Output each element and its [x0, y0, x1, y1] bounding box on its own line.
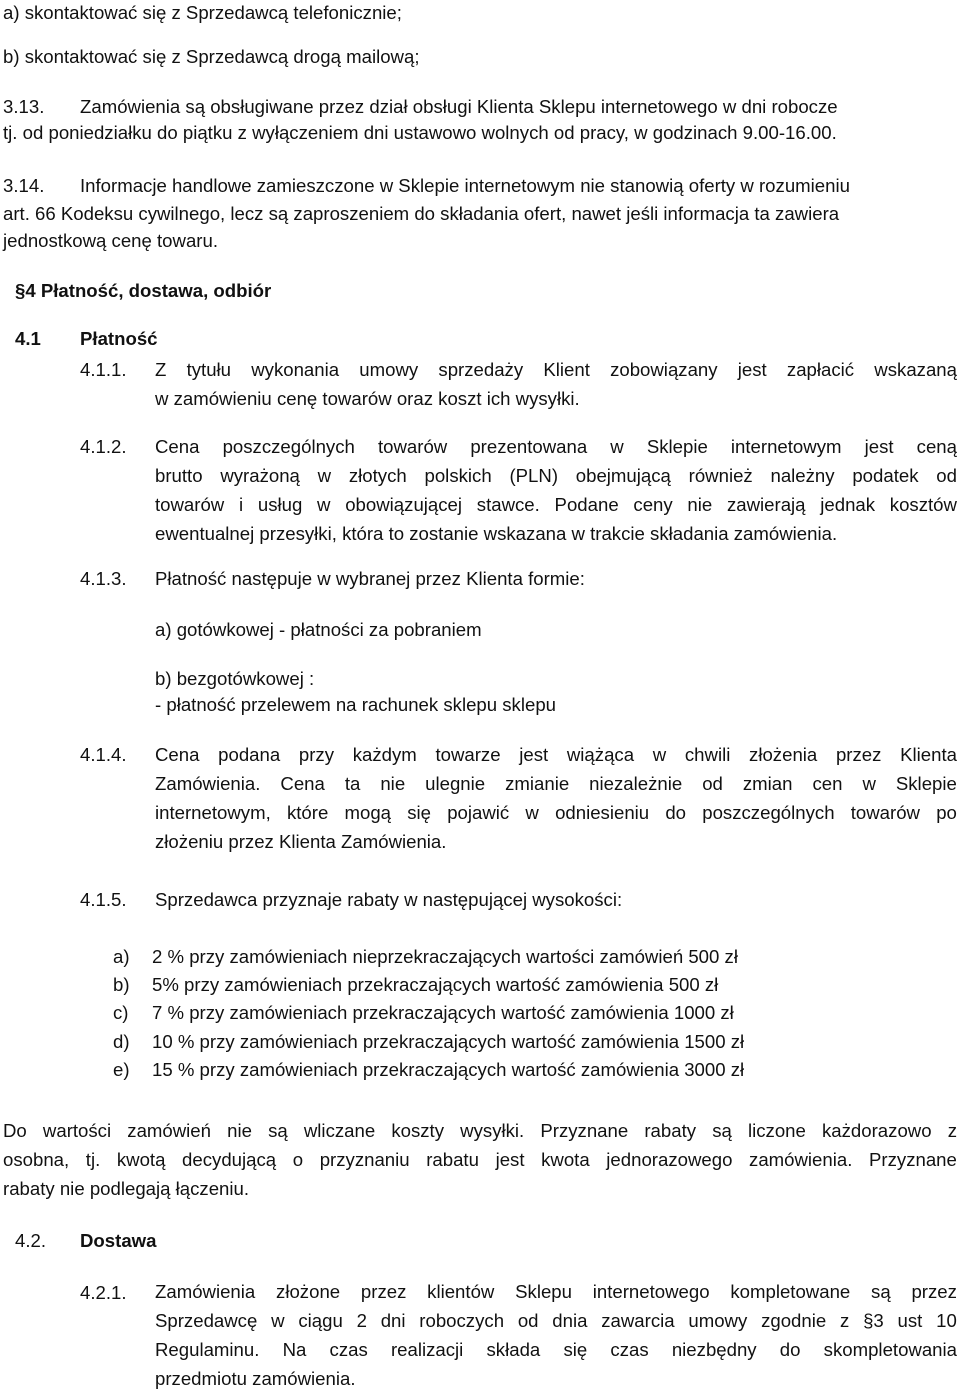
word: się	[563, 1339, 588, 1360]
word: złożone	[276, 1281, 341, 1302]
word: od	[702, 773, 723, 794]
word: tytułu	[186, 359, 232, 380]
word: Do	[3, 1120, 27, 1141]
word: klientów	[427, 1281, 495, 1302]
word: przez	[835, 744, 882, 765]
word: §3	[863, 1310, 884, 1331]
word: nie	[687, 494, 713, 515]
word: polskich	[424, 465, 492, 486]
word: osobna,	[3, 1149, 70, 1170]
word: ceną	[916, 436, 957, 457]
word: z	[840, 1310, 850, 1331]
word: ta	[344, 773, 361, 794]
word: internetowym	[730, 436, 842, 457]
section-4-1-1-line2: w zamówieniu cenę towarów oraz koszt ich wysyłki.	[155, 388, 580, 409]
discount-label-d: d)	[113, 1031, 130, 1052]
word: Przyznane	[540, 1120, 629, 1141]
discount-item-a: 2 % przy zamówieniach nieprzekraczających wartości zamówień 500 zł	[152, 946, 738, 967]
word: złotych	[348, 465, 407, 486]
discount-label-b: b)	[113, 974, 130, 995]
word: obejmującą	[575, 465, 671, 486]
word: w	[317, 494, 331, 515]
section-4-2-1-line1	[155, 1277, 957, 1306]
word: zawarcia	[601, 1310, 675, 1331]
word: po	[936, 802, 957, 823]
word: towarów	[377, 436, 448, 457]
word: sprzedaży	[438, 359, 524, 380]
word: jest	[864, 436, 894, 457]
word: towarze	[435, 744, 501, 765]
word: ust	[897, 1310, 923, 1331]
discount-label-a: a)	[113, 946, 130, 967]
discount-item-b: 5% przy zamówieniach przekraczających wartość zamówienia 500 zł	[152, 974, 719, 995]
word: Sklepie	[895, 773, 957, 794]
word: zamówień	[127, 1120, 211, 1141]
word: zmianie	[505, 773, 570, 794]
word: zapłacić	[786, 359, 855, 380]
word: chwili	[684, 744, 731, 765]
section-4-2-number: 4.2.	[15, 1230, 47, 1251]
word: zamówienia.	[749, 1149, 853, 1170]
word: zmian	[742, 773, 793, 794]
section-4-1-4-line4: złożeniu przez Klienta Zamówienia.	[155, 831, 447, 852]
section-4-1-1-line1	[155, 355, 957, 384]
word: każdym	[352, 744, 417, 765]
word: podatek	[852, 465, 919, 486]
section-3-13-line1: Zamówienia są obsługiwane przez dział obsługi Klienta Sklepu internetowego w dni robocze	[80, 96, 838, 117]
word: składa	[486, 1339, 541, 1360]
word: dnia	[552, 1310, 588, 1331]
word: rabatu	[426, 1149, 479, 1170]
word: Zamówienia.	[155, 773, 261, 794]
section-4-1-2-line1	[155, 432, 957, 461]
word: przez	[911, 1281, 957, 1302]
word: (PLN)	[509, 465, 559, 486]
word: wskazaną	[874, 359, 957, 380]
word: o	[292, 1149, 304, 1170]
word: przyznaniu	[319, 1149, 410, 1170]
word: usług	[257, 494, 303, 515]
payment-option-cashless: b) bezgotówkowej :	[155, 668, 315, 689]
word: Cena	[280, 773, 325, 794]
section-4-1-2-line3	[155, 490, 957, 519]
word: zgodnie	[761, 1310, 827, 1331]
word: jest	[495, 1149, 525, 1170]
payment-option-transfer: - płatność przelewem na rachunek sklepu sklepu	[155, 694, 557, 715]
word: dni	[380, 1310, 406, 1331]
word: stawce.	[476, 494, 540, 515]
word: mogą	[344, 802, 392, 823]
word: koszty	[391, 1120, 445, 1141]
word: roboczych	[419, 1310, 505, 1331]
word: zobowiązany	[610, 359, 718, 380]
word: umowy	[359, 359, 419, 380]
section-4-1-1-number: 4.1.1.	[80, 359, 127, 380]
word: decydującą	[182, 1149, 277, 1170]
section-3-13-number: 3.13.	[3, 96, 45, 117]
word: umowy	[688, 1310, 748, 1331]
word: wartości	[42, 1120, 112, 1141]
word: z	[947, 1120, 957, 1141]
section-3-14-number: 3.14.	[3, 175, 45, 196]
word: Cena	[155, 436, 200, 457]
section-4-2-1-number: 4.2.1.	[80, 1282, 127, 1303]
section-4-1-4-line2	[155, 769, 957, 798]
discount-label-e: e)	[113, 1059, 130, 1080]
word: cen	[812, 773, 843, 794]
discount-note-line3: rabaty nie podlegają łączeniu.	[3, 1178, 250, 1199]
word: tj.	[85, 1149, 101, 1170]
word: w	[271, 1310, 285, 1331]
word: jednorazowego	[606, 1149, 733, 1170]
word: ulegnie	[425, 773, 486, 794]
word: wiążąca	[566, 744, 635, 765]
word: wyrażoną	[220, 465, 300, 486]
word: liczone	[747, 1120, 806, 1141]
word: Sklepu	[515, 1281, 572, 1302]
word: Na	[282, 1339, 307, 1360]
word: poszczególnych	[222, 436, 355, 457]
section-4-1-4-line1	[155, 740, 957, 769]
word: obowiązującej	[345, 494, 463, 515]
word: ceny	[633, 494, 673, 515]
discount-item-c: 7 % przy zamówieniach przekraczających wartość zamówienia 1000 zł	[152, 1002, 734, 1023]
section-4-2-title: Dostawa	[80, 1230, 157, 1251]
word: od	[517, 1310, 539, 1331]
discount-note-line2	[3, 1145, 957, 1174]
word: do	[779, 1339, 801, 1360]
section-4-1-2-line2	[155, 461, 957, 490]
word: każdorazowo	[822, 1120, 932, 1141]
discount-note-line1	[3, 1116, 957, 1145]
word: jednak	[820, 494, 876, 515]
section-4-1-1-text	[155, 355, 957, 413]
section-3-14-line2: art. 66 Kodeksu cywilnego, lecz są zaproszeniem do składania ofert, nawet jeśli informacja ta zawiera	[3, 203, 840, 224]
discount-item-d: 10 % przy zamówieniach przekraczających wartość zamówienia 1500 zł	[152, 1031, 745, 1052]
word: 10	[936, 1310, 957, 1331]
word: w	[652, 744, 667, 765]
word: niezależnie	[589, 773, 683, 794]
contact-option-email: b) skontaktować się z Sprzedawcą drogą mailową;	[3, 46, 420, 67]
word: Sklepie	[646, 436, 708, 457]
word: kwotą	[116, 1149, 166, 1170]
discount-item-e: 15 % przy zamówieniach przekraczających wartość zamówienia 3000 zł	[152, 1059, 745, 1080]
section-4-1-number: 4.1	[15, 328, 41, 349]
word: w	[862, 773, 876, 794]
section-4-1-5-line1: Sprzedawca przyznaje rabaty w następującej wysokości:	[155, 889, 623, 910]
word: się	[407, 802, 431, 823]
word: 2	[356, 1310, 367, 1331]
word: w	[525, 802, 539, 823]
word: nie	[380, 773, 406, 794]
word: kompletowane	[730, 1281, 851, 1302]
word: towarów	[850, 802, 920, 823]
word: Podane	[554, 494, 619, 515]
word: Zamówienia	[155, 1281, 256, 1302]
word: są	[871, 1281, 891, 1302]
word: Klienta	[900, 744, 957, 765]
section-4-1-5-number: 4.1.5.	[80, 889, 127, 910]
word: Z	[155, 359, 167, 380]
word: kwota	[541, 1149, 590, 1170]
section-4-1-2-number: 4.1.2.	[80, 436, 127, 457]
section-4-2-1-line3	[155, 1335, 957, 1364]
word: Sprzedawcę	[155, 1310, 258, 1331]
section-3-13-line2: tj. od poniedziałku do piątku z wyłączeniem dni ustawowo wolnych od pracy, w godzinach 9.00-16.00.	[3, 122, 837, 143]
word: wysyłki.	[460, 1120, 525, 1141]
word: pojawić	[447, 802, 510, 823]
section-3-14-line3: jednostkową cenę towaru.	[3, 230, 218, 251]
word: Regulaminu.	[155, 1339, 260, 1360]
section-4-1-4-line3	[155, 798, 957, 827]
section-4-1-4-text	[155, 740, 957, 856]
word: w	[317, 465, 332, 486]
word: odniesieniu	[555, 802, 650, 823]
contact-option-phone: a) skontaktować się z Sprzedawcą telefonicznie;	[3, 2, 402, 23]
word: niezbędny	[671, 1339, 757, 1360]
section-4-1-4-number: 4.1.4.	[80, 744, 127, 765]
word: prezentowana	[470, 436, 588, 457]
word: Klient	[543, 359, 590, 380]
word: w	[610, 436, 624, 457]
section-4-2-1-line2	[155, 1306, 957, 1335]
section-4-1-title: Płatność	[80, 328, 158, 349]
section-3-14-line1: Informacje handlowe zamieszczone w Sklepie internetowym nie stanowią oferty w rozumieniu	[80, 175, 850, 196]
section-4-2-1-line4: przedmiotu zamówienia.	[155, 1368, 356, 1389]
word: kosztów	[889, 494, 957, 515]
word: nie	[227, 1120, 252, 1141]
word: przez	[360, 1281, 407, 1302]
word: są	[268, 1120, 288, 1141]
word: Przyznane	[869, 1149, 957, 1170]
word: internetowego	[592, 1281, 710, 1302]
word: do	[665, 802, 687, 823]
word: skompletowania	[823, 1339, 957, 1360]
discount-label-c: c)	[113, 1002, 129, 1023]
section-4-heading: §4 Płatność, dostawa, odbiór	[15, 280, 272, 301]
word: rabaty	[644, 1120, 697, 1141]
word: ciągu	[298, 1310, 343, 1331]
word: czas	[329, 1339, 368, 1360]
word: podana	[218, 744, 281, 765]
word: internetowym,	[155, 802, 271, 823]
word: również	[688, 465, 753, 486]
word: wliczane	[303, 1120, 376, 1141]
word: wykonania	[251, 359, 340, 380]
word: są	[712, 1120, 732, 1141]
section-4-1-3-number: 4.1.3.	[80, 568, 127, 589]
word: jest	[737, 359, 767, 380]
word: od	[936, 465, 957, 486]
section-4-1-3-line1: Płatność następuje w wybranej przez Klienta formie:	[155, 568, 585, 589]
word: czas	[610, 1339, 649, 1360]
word: które	[286, 802, 329, 823]
word: poszczególnych	[702, 802, 835, 823]
word: realizacji	[390, 1339, 464, 1360]
word: złożenia	[749, 744, 818, 765]
section-4-1-2-text	[155, 432, 957, 548]
word: brutto	[155, 465, 203, 486]
section-4-1-2-line4: ewentualnej przesyłki, która to zostanie wskazana w trakcie składania zamówienia.	[155, 523, 838, 544]
word: należny	[770, 465, 835, 486]
word: jest	[519, 744, 549, 765]
word: zawierają	[726, 494, 806, 515]
word: Cena	[155, 744, 200, 765]
discount-note	[3, 1116, 957, 1203]
word: i	[238, 494, 244, 515]
section-4-2-1-text	[155, 1277, 957, 1393]
word: towarów	[155, 494, 225, 515]
word: przy	[298, 744, 335, 765]
payment-option-cash: a) gotówkowej - płatności za pobraniem	[155, 619, 482, 640]
